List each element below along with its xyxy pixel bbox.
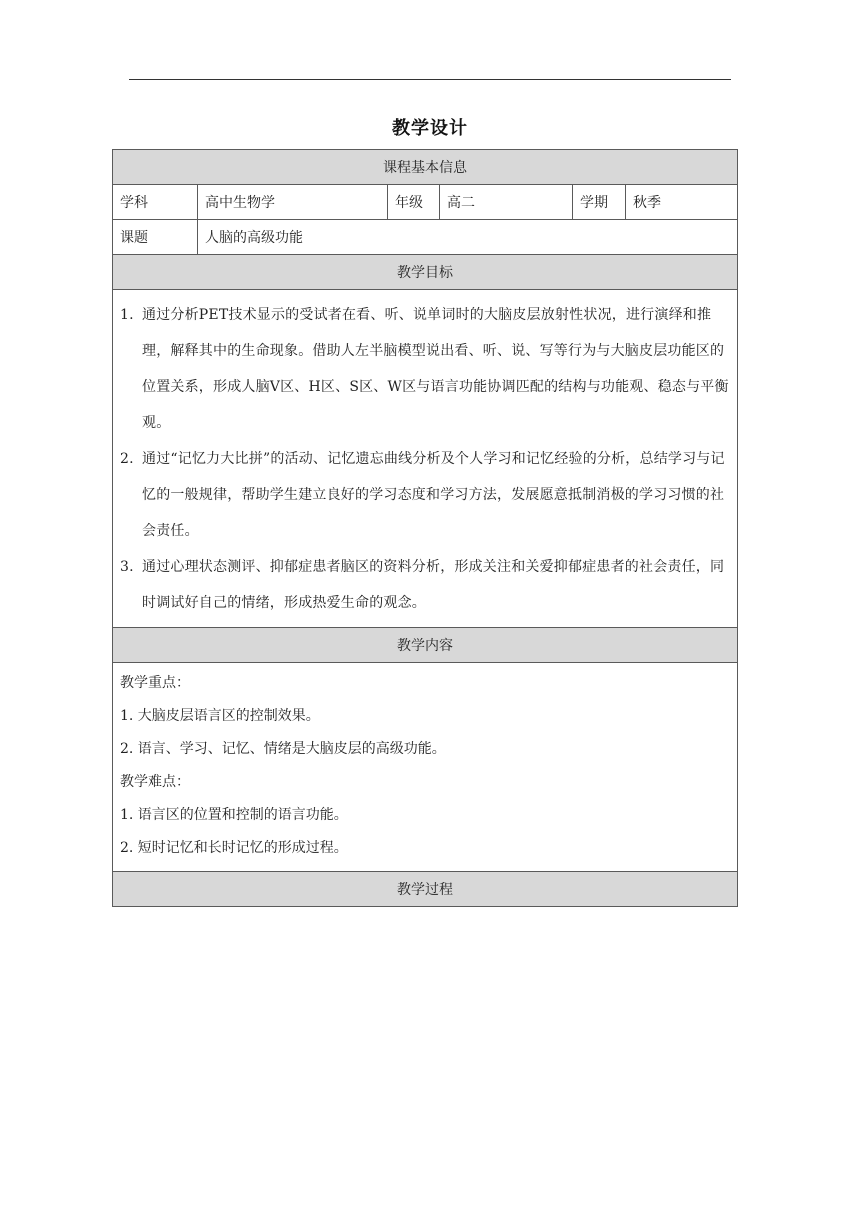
key-point-item: 2. 语言、学习、记忆、情绪是大脑皮层的高级功能。 [120, 741, 446, 757]
topic-label: 课题 [113, 220, 198, 255]
goal-number: 3. [120, 559, 134, 575]
term-value: 秋季 [626, 185, 738, 220]
content-header: 教学内容 [113, 628, 738, 663]
goal-item [120, 549, 730, 621]
term-label: 学期 [573, 185, 626, 220]
goal-text: 通过分析PET技术显示的受试者在看、听、说单词时的大脑皮层放射性状况，进行演绎和推理，解释其中的生命现象。借助人左半脑模型说出看、听、说、写等行为与大脑皮层功能区的位置关系，形成人脑V区、H区、S区、W区与语言功能协调匹配的结构与功能观、稳态与平衡观。 [142, 307, 729, 431]
topic-value: 人脑的高级功能 [198, 220, 738, 255]
goals-cell [113, 290, 738, 628]
content-cell [113, 663, 738, 872]
key-point-item: 1. 大脑皮层语言区的控制效果。 [120, 708, 320, 724]
document-title: 教学设计 [392, 118, 468, 139]
goal-number: 2. [120, 451, 134, 467]
goal-item [120, 297, 730, 441]
difficulty-item: 2. 短时记忆和长时记忆的形成过程。 [120, 840, 348, 856]
process-header: 教学过程 [113, 872, 738, 907]
grade-label: 年级 [388, 185, 440, 220]
goals-header: 教学目标 [113, 255, 738, 290]
goal-number: 1. [120, 307, 134, 323]
goal-item [120, 441, 730, 549]
subject-value: 高中生物学 [198, 185, 388, 220]
goal-text: 通过“记忆力大比拼”的活动、记忆遗忘曲线分析及个人学习和记忆经验的分析，总结学习与记忆的一般规律，帮助学生建立良好的学习态度和学习方法，发展愿意抵制消极的学习习惯的社会责任。 [142, 451, 725, 539]
key-points-label: 教学重点： [120, 675, 190, 691]
goal-text: 通过心理状态测评、抑郁症患者脑区的资料分析，形成关注和关爱抑郁症患者的社会责任，同时调试好自己的情绪，形成热爱生命的观念。 [142, 559, 725, 611]
difficulties-label: 教学难点： [120, 774, 190, 790]
lesson-plan-table [112, 149, 738, 907]
header-rule [129, 79, 731, 80]
difficulty-item: 1. 语言区的位置和控制的语言功能。 [120, 807, 348, 823]
basic-info-header: 课程基本信息 [113, 150, 738, 185]
grade-value: 高二 [440, 185, 573, 220]
subject-label: 学科 [113, 185, 198, 220]
